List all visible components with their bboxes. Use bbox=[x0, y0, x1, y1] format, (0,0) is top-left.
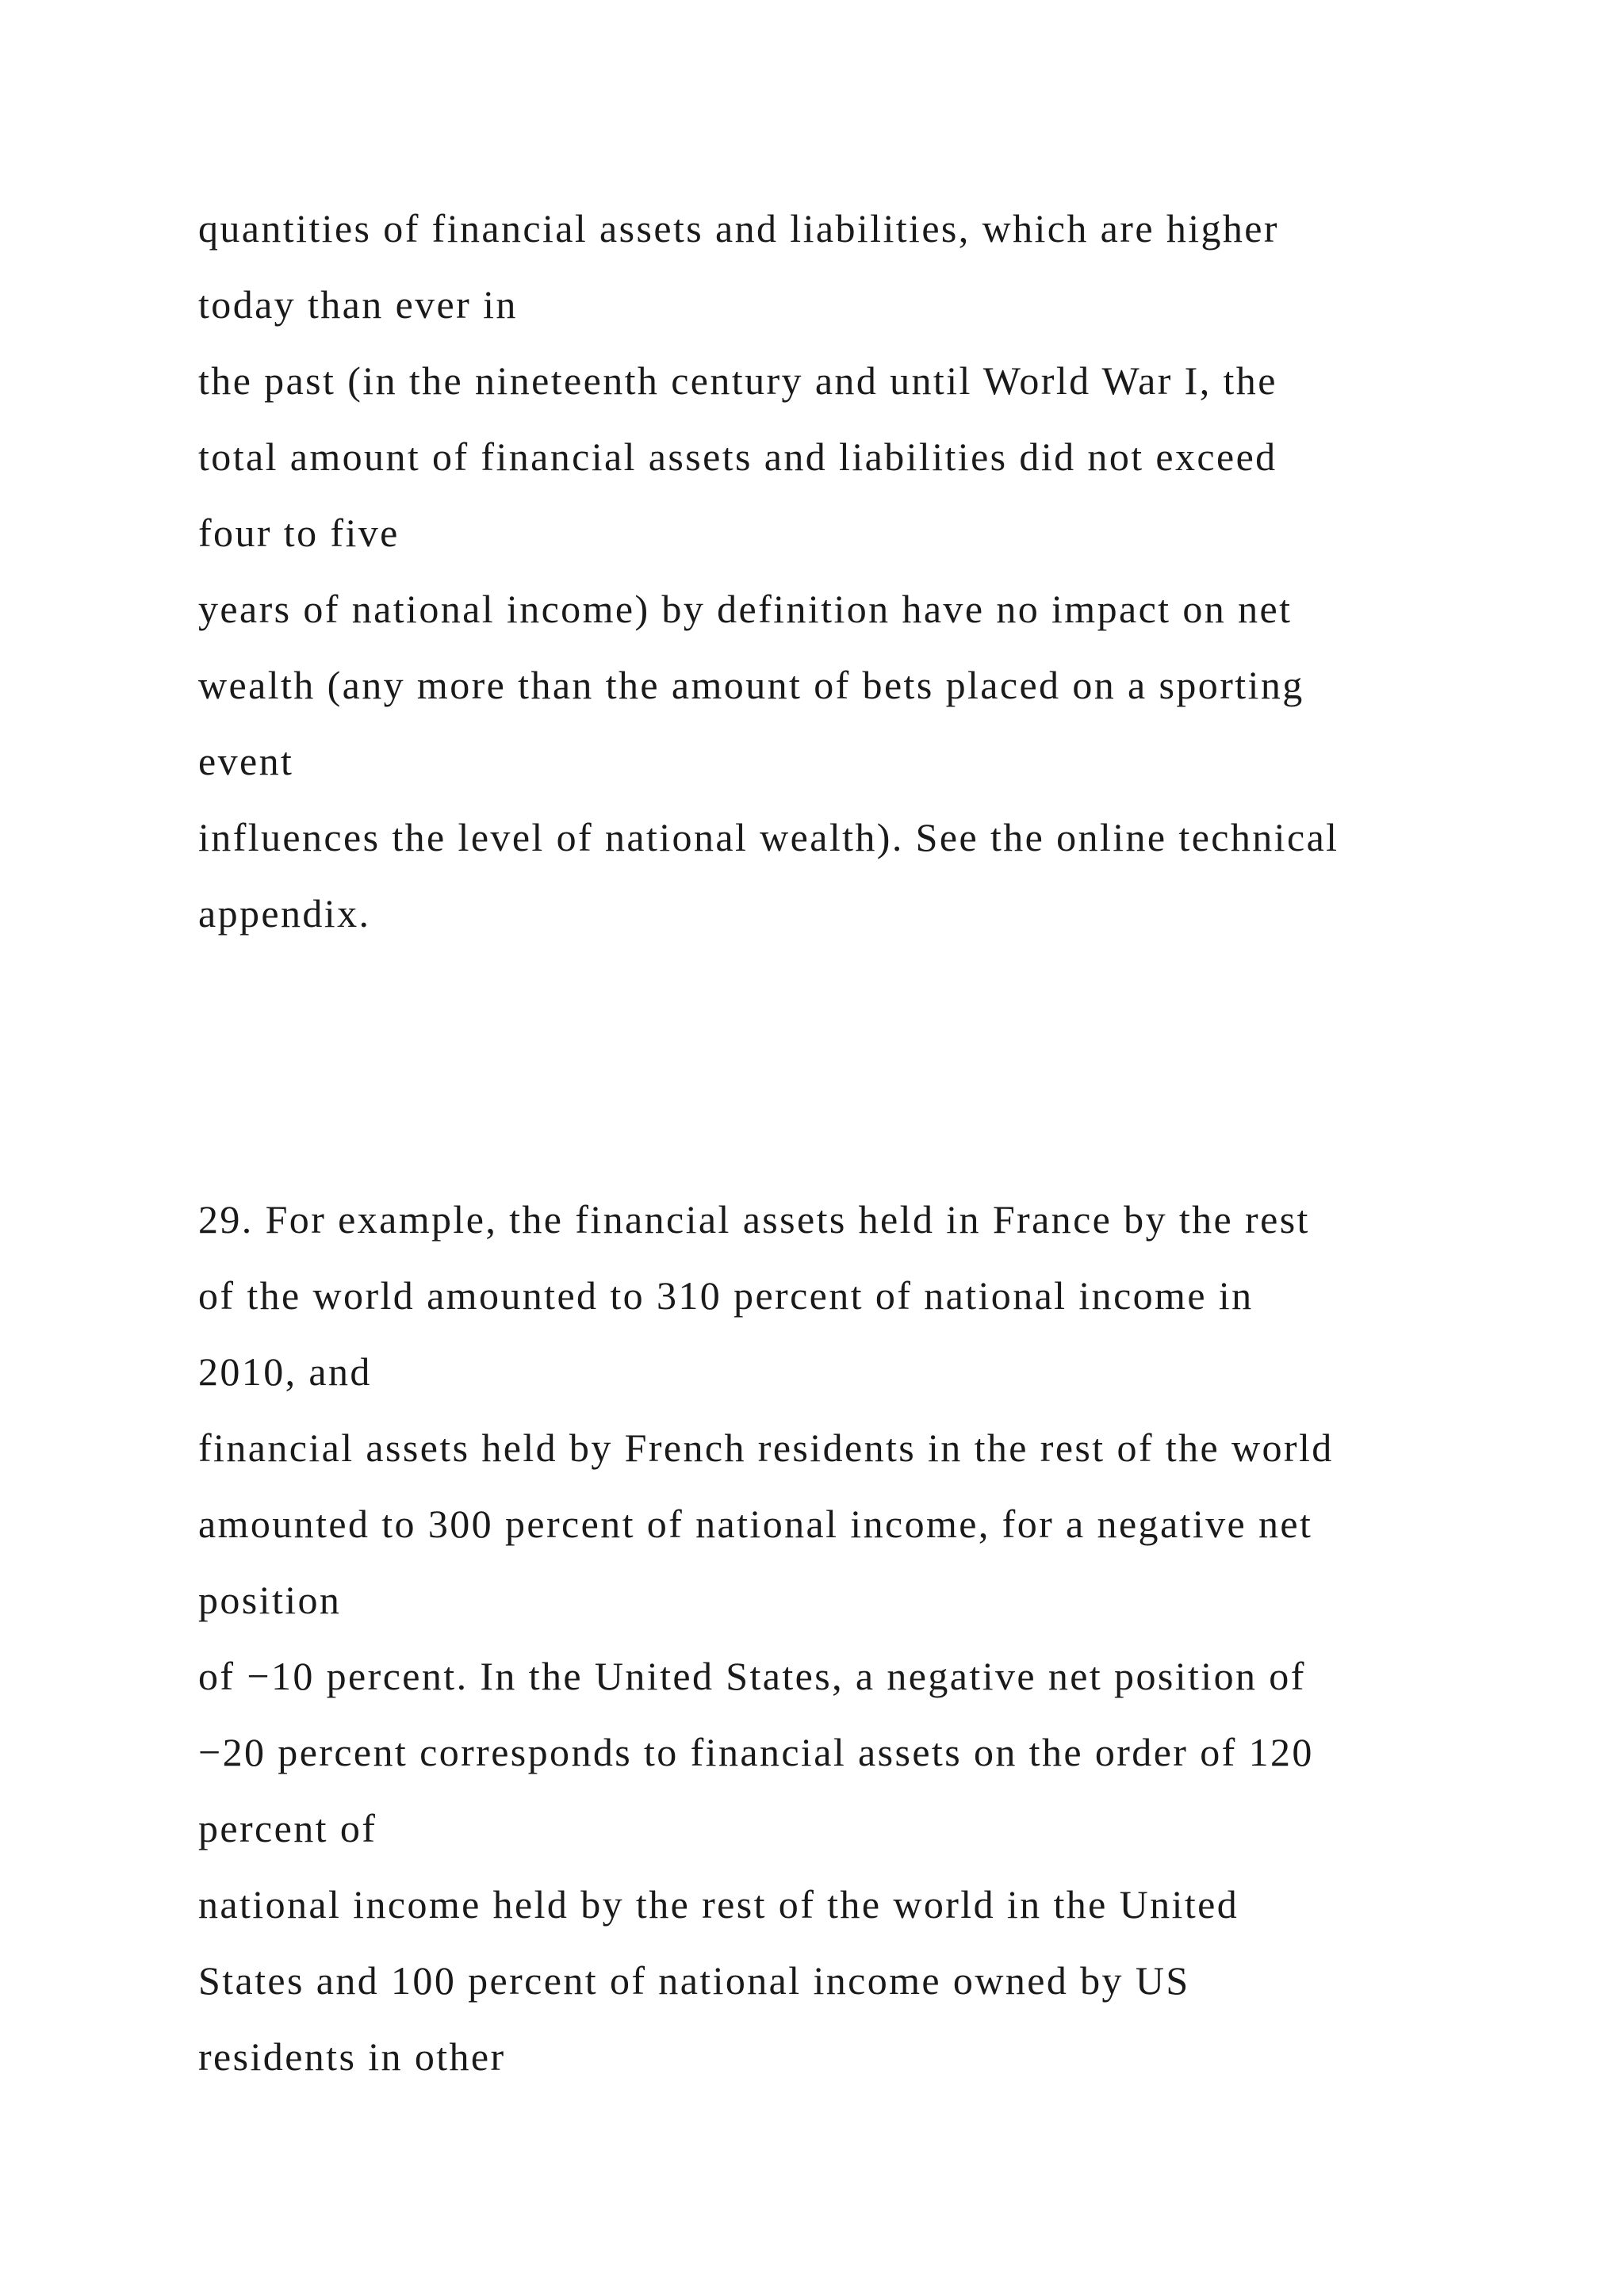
text-line: −20 percent corresponds to financial assets on the order of 120 bbox=[198, 1730, 1314, 1774]
text-line: wealth (any more than the amount of bets placed on a sporting bbox=[198, 663, 1304, 707]
text-line: today than ever in bbox=[198, 282, 518, 327]
text-line: influences the level of national wealth). See the online technical bbox=[198, 815, 1339, 859]
text-line: financial assets held by French residents in the rest of the world bbox=[198, 1425, 1334, 1470]
text-line: 2010, and bbox=[198, 1349, 372, 1394]
text-line: four to five bbox=[198, 511, 400, 555]
text-line: of −10 percent. In the United States, a negative net position of bbox=[198, 1654, 1306, 1698]
text-line: position bbox=[198, 1578, 342, 1622]
text-line: years of national income) by definition have no impact on net bbox=[198, 587, 1293, 631]
text-line: the past (in the nineteenth century and until World War I, the bbox=[198, 358, 1277, 403]
text-line: national income held by the rest of the world in the United bbox=[198, 1882, 1239, 1927]
text-line: appendix. bbox=[198, 891, 371, 936]
text-line: percent of bbox=[198, 1806, 377, 1850]
text-line: amounted to 300 percent of national income, for a negative net bbox=[198, 1502, 1313, 1546]
text-line: 29. For example, the financial assets held in France by the rest bbox=[198, 1197, 1310, 1242]
text-line: total amount of financial assets and liabilities did not exceed bbox=[198, 434, 1277, 479]
text-line: residents in other bbox=[198, 2034, 506, 2079]
text-line: quantities of financial assets and liabilities, which are higher bbox=[198, 206, 1279, 251]
text-line: event bbox=[198, 739, 294, 783]
note-29-paragraph bbox=[198, 1181, 1546, 2095]
text-line: States and 100 percent of national income owned by US bbox=[198, 1958, 1190, 2003]
text-line: of the world amounted to 310 percent of national income in bbox=[198, 1273, 1254, 1318]
note-continued-paragraph bbox=[198, 190, 1546, 951]
